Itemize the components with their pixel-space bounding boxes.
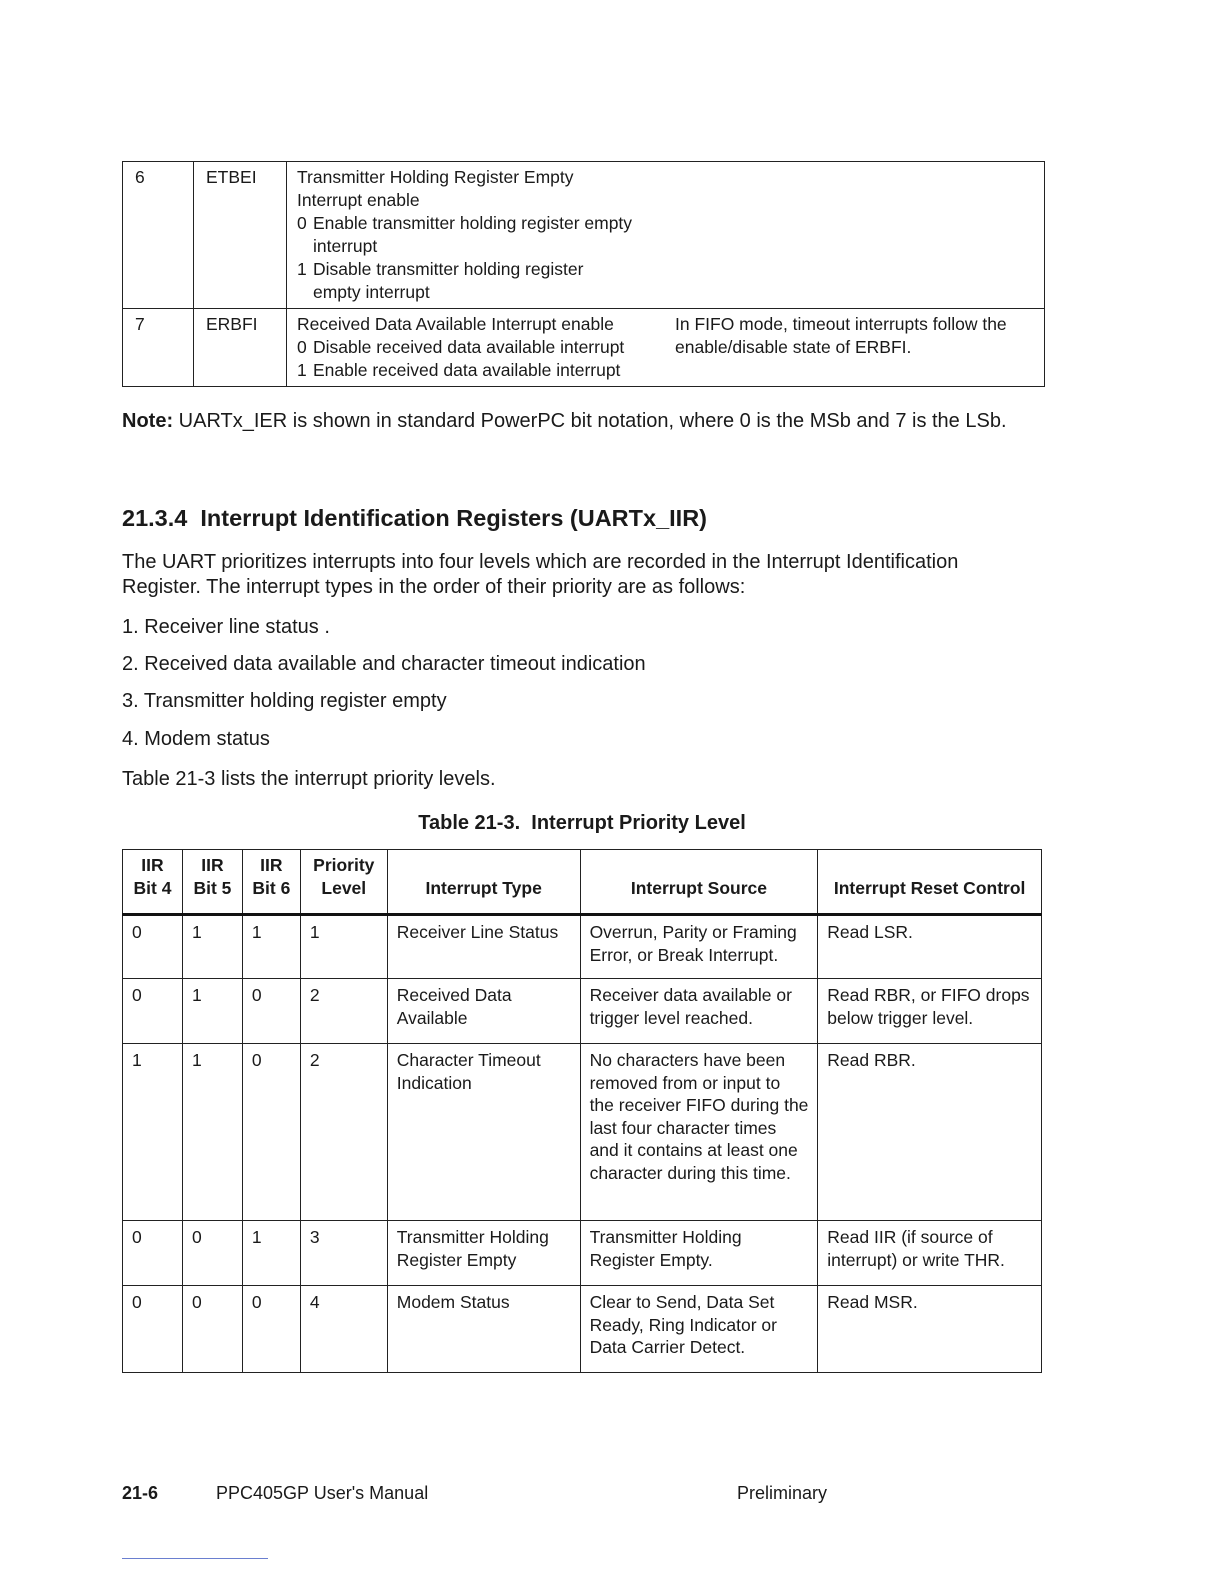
table-cell: 0 [182, 1221, 242, 1286]
interrupt-priority-table [122, 849, 1042, 1373]
table-cell: Received Data Available [387, 979, 580, 1044]
intro-paragraph: The UART prioritizes interrupts into four levels which are recorded in the Interrupt Identification Register. The interrupt types in the order of their priority are as follows: [122, 551, 959, 598]
table-cell: 2 [300, 979, 387, 1044]
table-cell: 0 [182, 1286, 242, 1373]
table-cell: Read LSR. [818, 915, 1042, 979]
note [122, 410, 1007, 433]
comment-cell: In FIFO mode, timeout interrupts follow the enable/disable state of ERBFI. [669, 309, 1045, 387]
table-caption: Table 21-3. Interrupt Priority Level [418, 812, 746, 834]
header-priority-level: Priority Level [300, 850, 387, 915]
table-row [123, 1286, 1042, 1373]
option-text: Disable transmitter holding register [313, 259, 584, 279]
header-iir-bit5: IIR Bit 5 [182, 850, 242, 915]
table-cell: 0 [242, 1286, 300, 1373]
option [297, 359, 663, 382]
table-row [123, 979, 1042, 1044]
list-item: 3. Transmitter holding register empty [122, 690, 447, 712]
option-number: 0 [297, 213, 307, 233]
description-cell [287, 309, 670, 387]
table-cell: 0 [123, 915, 183, 979]
table-cell: 3 [300, 1221, 387, 1286]
description-title: Received Data Available Interrupt enable [297, 314, 614, 334]
header-row [123, 850, 1042, 915]
table-cell: Character Timeout Indication [387, 1044, 580, 1221]
table-row [123, 162, 1045, 309]
table-cell: 0 [242, 1044, 300, 1221]
list-item: 2. Received data available and character timeout indication [122, 653, 646, 675]
table-cell: 2 [300, 1044, 387, 1221]
option [297, 258, 1038, 304]
option-number: 1 [297, 259, 307, 279]
option-number: 0 [297, 337, 307, 357]
table-cell: Transmitter Holding Register Empty. [580, 1221, 818, 1286]
option [297, 336, 663, 359]
table-cell: 0 [123, 1286, 183, 1373]
table-row [123, 1221, 1042, 1286]
table-cell: Receiver data available or trigger level reached. [580, 979, 818, 1044]
table-cell: 1 [182, 979, 242, 1044]
option [297, 212, 1038, 258]
description-title: Interrupt enable [297, 190, 420, 210]
footer-rule [122, 1558, 268, 1559]
header-interrupt-source: Interrupt Source [580, 850, 818, 915]
table-cell: Clear to Send, Data Set Ready, Ring Indicator or Data Carrier Detect. [580, 1286, 818, 1373]
table-row [123, 1044, 1042, 1221]
note-text: UARTx_IER is shown in standard PowerPC bit notation, where 0 is the MSb and 7 is the LSb. [178, 410, 1007, 432]
field-cell: ETBEI [194, 162, 287, 309]
register-field-table [122, 161, 1045, 387]
bit-cell: 7 [123, 309, 194, 387]
header-interrupt-type: Interrupt Type [387, 850, 580, 915]
section-heading: 21.3.4 Interrupt Identification Registers (UARTx_IIR) [122, 505, 707, 531]
table-cell: 1 [242, 1221, 300, 1286]
table-cell: 1 [300, 915, 387, 979]
note-label: Note: [122, 410, 174, 432]
option-text: Enable transmitter holding register empty [313, 213, 633, 233]
document-status: Preliminary [737, 1483, 828, 1503]
page-number: 21-6 [122, 1483, 159, 1503]
header-iir-bit4: IIR Bit 4 [123, 850, 183, 915]
manual-title: PPC405GP User's Manual [216, 1483, 429, 1503]
table-cell: Read RBR, or FIFO drops below trigger level. [818, 979, 1042, 1044]
table-cell: 0 [242, 979, 300, 1044]
table-reference: Table 21-3 lists the interrupt priority levels. [122, 768, 496, 790]
table-cell: 0 [123, 1221, 183, 1286]
table-cell: Transmitter Holding Register Empty [387, 1221, 580, 1286]
option-text: Enable received data available interrupt [313, 360, 621, 380]
table-cell: Overrun, Parity or Framing Error, or Break Interrupt. [580, 915, 818, 979]
option-text: interrupt [313, 236, 378, 256]
header-iir-bit6: IIR Bit 6 [242, 850, 300, 915]
option-number: 1 [297, 360, 307, 380]
table-cell: Receiver Line Status [387, 915, 580, 979]
table-cell: 1 [242, 915, 300, 979]
option-text: Disable received data available interrupt [313, 337, 625, 357]
header-interrupt-reset-control: Interrupt Reset Control [818, 850, 1042, 915]
table-cell: 4 [300, 1286, 387, 1373]
bit-cell: 6 [123, 162, 194, 309]
field-cell: ERBFI [194, 309, 287, 387]
table-cell: Read MSR. [818, 1286, 1042, 1373]
option-text: empty interrupt [313, 282, 430, 302]
table-cell: Read RBR. [818, 1044, 1042, 1221]
table-cell: 1 [182, 915, 242, 979]
table-row [123, 309, 1045, 387]
list-item: 4. Modem status [122, 728, 270, 750]
table-cell: 1 [182, 1044, 242, 1221]
table-cell: 1 [123, 1044, 183, 1221]
table-cell: No characters have been removed from or input to the receiver FIFO during the last four character times and it contains at least one character during this time. [580, 1044, 818, 1221]
table-row [123, 915, 1042, 979]
table-cell: 0 [123, 979, 183, 1044]
description-cell [287, 162, 1045, 309]
list-item: 1. Receiver line status . [122, 616, 330, 638]
table-cell: Modem Status [387, 1286, 580, 1373]
description-title: Transmitter Holding Register Empty [297, 167, 574, 187]
table-cell: Read IIR (if source of interrupt) or write THR. [818, 1221, 1042, 1286]
